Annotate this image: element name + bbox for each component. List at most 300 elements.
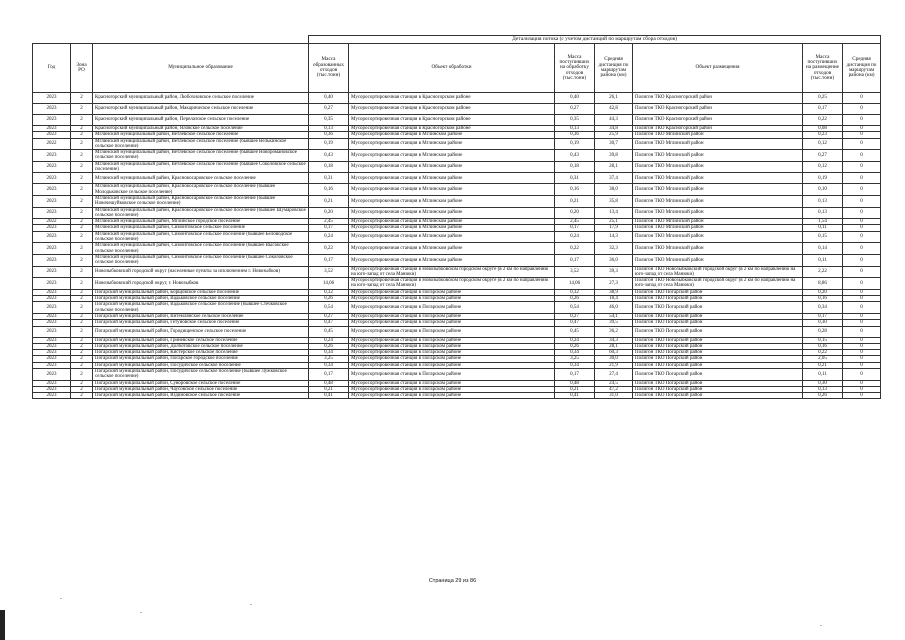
cell-disposal-distance: 0 xyxy=(843,386,881,392)
cell-processing-distance: 31,0 xyxy=(595,393,633,399)
cell-disposal-distance: 0 xyxy=(843,161,881,173)
cell-processing-facility: Мусоросортировочная станция в Погарском районе xyxy=(349,386,555,392)
cell-disposal-facility: Полигон ТКО Погарский район xyxy=(633,326,803,337)
cell-processed-mass: 0,24 xyxy=(555,337,595,343)
cell-zone: 2 xyxy=(71,386,93,392)
cell-disposal-facility: Полигон ТКО Мглинский район xyxy=(633,150,803,162)
cell-processing-facility: Мусоросортировочная станция в Новозыбковском городском округе (в 2 км по направлению на юго-запад от села Манюки) xyxy=(349,278,555,290)
cell-disposal-distance: 0 xyxy=(843,296,881,302)
cell-processing-facility: Мусоросортировочная станция в Погарском районе xyxy=(349,296,555,302)
cell-municipality: Мглинский муниципальный район, Симонтовское сельское поселение (бывшее Беловодское сельское поселение) xyxy=(93,231,309,243)
cell-processed-mass: 0,20 xyxy=(555,207,595,219)
cell-disposal-mass: 0,25 xyxy=(803,93,843,104)
cell-year: 2023 xyxy=(33,326,71,337)
table-row xyxy=(33,368,881,380)
cell-processing-distance: 34,8 xyxy=(595,126,633,132)
cell-year: 2023 xyxy=(33,231,71,243)
cell-processing-facility: Мусоросортировочная станция в Мглинском районе xyxy=(349,219,555,225)
cell-year: 2023 xyxy=(33,150,71,162)
table-row xyxy=(33,326,881,337)
cell-processing-distance: 32,3 xyxy=(595,243,633,255)
cell-disposal-mass: 0,30 xyxy=(803,380,843,386)
cell-disposal-facility: Полигон ТКО Погарский район xyxy=(633,362,803,368)
cell-disposal-facility: Полигон ТКО Погарский район xyxy=(633,302,803,314)
cell-disposal-facility: Полигон ТКО Мглинский район xyxy=(633,225,803,231)
table-row xyxy=(33,302,881,314)
cell-disposal-mass: 0,28 xyxy=(803,326,843,337)
cell-year: 2023 xyxy=(33,296,71,302)
cell-disposal-distance: 0 xyxy=(843,254,881,266)
cell-disposal-mass: 0,17 xyxy=(803,104,843,115)
cell-disposal-mass: 0,34 xyxy=(803,302,843,314)
cell-municipality: Погарский муниципальный район, Вадьковское сельское поселение (бывшее Стечковское сельское поселение) xyxy=(93,302,309,314)
cell-disposal-distance: 0 xyxy=(843,115,881,126)
cell-processing-facility: Мусоросортировочная станция в Погарском районе xyxy=(349,313,555,319)
cell-disposal-distance: 0 xyxy=(843,278,881,290)
cell-processing-facility: Мусоросортировочная станция в Мглинском районе xyxy=(349,173,555,184)
cell-year: 2023 xyxy=(33,173,71,184)
cell-municipality: Мглинский муниципальный район, Симонтовское сельское поселение (бывшее Соколовское сельское поселение) xyxy=(93,254,309,266)
cell-year: 2023 xyxy=(33,161,71,173)
cell-disposal-facility: Полигон ТКО Погарский район xyxy=(633,386,803,392)
cell-processed-mass: 0,22 xyxy=(555,243,595,255)
cell-processing-facility: Мусоросортировочная станция в Мглинском районе xyxy=(349,254,555,266)
table-row xyxy=(33,161,881,173)
cell-zone: 2 xyxy=(71,362,93,368)
cell-waste-mass: 0,21 xyxy=(309,195,349,207)
cell-zone: 2 xyxy=(71,195,93,207)
cell-year: 2023 xyxy=(33,115,71,126)
cell-waste-mass: 0,54 xyxy=(309,302,349,314)
cell-processing-distance: 25,1 xyxy=(595,219,633,225)
cell-year: 2022 xyxy=(33,219,71,225)
cell-year: 2023 xyxy=(33,320,71,326)
cell-zone: 2 xyxy=(71,184,93,196)
cell-waste-mass: 0,36 xyxy=(309,132,349,138)
cell-zone: 2 xyxy=(71,126,93,132)
cell-municipality: Погарский муниципальный район, Долботовское сельское поселение xyxy=(93,343,309,349)
cell-processing-distance: 36,0 xyxy=(595,254,633,266)
cell-disposal-mass: 2,22 xyxy=(803,266,843,278)
cell-year: 2023 xyxy=(33,243,71,255)
cell-waste-mass: 0,13 xyxy=(309,126,349,132)
cell-municipality: Погарский муниципальный район, Гетуновское сельское поселение xyxy=(93,320,309,326)
cell-zone: 2 xyxy=(71,368,93,380)
cell-disposal-mass: 0,08 xyxy=(803,126,843,132)
cell-processed-mass: 0,26 xyxy=(555,343,595,349)
cell-municipality: Погарский муниципальный район, Суворовское сельское поселение xyxy=(93,380,309,386)
cell-disposal-mass: 1,54 xyxy=(803,219,843,225)
cell-disposal-distance: 0 xyxy=(843,173,881,184)
table-row xyxy=(33,393,881,399)
cell-year: 2023 xyxy=(33,132,71,138)
cell-processed-mass: 0,36 xyxy=(555,132,595,138)
cell-processing-distance: 47,2 xyxy=(595,386,633,392)
cell-waste-mass: 3,25 xyxy=(309,356,349,362)
cell-waste-mass: 0,34 xyxy=(309,350,349,356)
cell-disposal-distance: 0 xyxy=(843,184,881,196)
cell-zone: 2 xyxy=(71,356,93,362)
cell-disposal-facility: Полигон ТКО Мглинский район xyxy=(633,219,803,225)
cell-processing-facility: Мусоросортировочная станция в Новозыбковском городском округе (в 2 км по направлению на юго-запад от села Манюки) xyxy=(349,266,555,278)
cell-disposal-mass: 0,16 xyxy=(803,343,843,349)
cell-processing-facility: Мусоросортировочная станция в Мглинском районе xyxy=(349,231,555,243)
cell-waste-mass: 2,45 xyxy=(309,219,349,225)
table-row xyxy=(33,138,881,150)
cell-disposal-distance: 0 xyxy=(843,289,881,295)
cell-processing-distance: 24,5 xyxy=(595,380,633,386)
cell-year: 2023 xyxy=(33,195,71,207)
cell-processing-facility: Мусоросортировочная станция в Мглинском районе xyxy=(349,132,555,138)
header-disposal-mass: Масса поступивших на размещение отходов (тыс.тонн) xyxy=(803,44,843,93)
cell-year: 2023 xyxy=(33,184,71,196)
cell-municipality: Погарский муниципальный район, Погарское городское поселение xyxy=(93,356,309,362)
cell-municipality: Красногорский муниципальный район, Перелазское сельское поселение xyxy=(93,115,309,126)
table-header-row xyxy=(33,44,881,93)
table-row xyxy=(33,243,881,255)
cell-processing-distance: 17,9 xyxy=(595,225,633,231)
cell-municipality: Погарский муниципальный район, Кистерское сельское поселение xyxy=(93,350,309,356)
cell-year: 2023 xyxy=(33,313,71,319)
cell-municipality: Погарский муниципальный район, Посудичское сельское поселение (бывшее Лужковское сельское поселение) xyxy=(93,368,309,380)
cell-zone: 2 xyxy=(71,104,93,115)
cell-disposal-distance: 0 xyxy=(843,320,881,326)
cell-disposal-mass: 0,13 xyxy=(803,386,843,392)
cell-zone: 2 xyxy=(71,313,93,319)
cell-disposal-facility: Полигон ТКО Погарский район xyxy=(633,356,803,362)
cell-year: 2023 xyxy=(33,104,71,115)
cell-disposal-facility: Полигон ТКО Мглинский район xyxy=(633,138,803,150)
cell-disposal-facility: Полигон ТКО Погарский район xyxy=(633,289,803,295)
cell-waste-mass: 0,35 xyxy=(309,115,349,126)
cell-municipality: Погарский муниципальный район, Городищенское сельское поселение xyxy=(93,326,309,337)
cell-year: 2023 xyxy=(33,254,71,266)
cell-disposal-distance: 0 xyxy=(843,126,881,132)
table-row xyxy=(33,254,881,266)
cell-processing-facility: Мусоросортировочная станция в Красногорском районе xyxy=(349,126,555,132)
cell-waste-mass: 0,24 xyxy=(309,337,349,343)
cell-year: 2023 xyxy=(33,266,71,278)
cell-processing-distance: 38,0 xyxy=(595,184,633,196)
cell-waste-mass: 0,27 xyxy=(309,313,349,319)
cell-processed-mass: 14,06 xyxy=(555,278,595,290)
cell-waste-mass: 0,21 xyxy=(309,386,349,392)
table-row xyxy=(33,266,881,278)
cell-disposal-facility: Полигон ТКО Мглинский район xyxy=(633,207,803,219)
cell-disposal-distance: 0 xyxy=(843,313,881,319)
scan-speck xyxy=(820,625,822,626)
cell-disposal-facility: Полигон ТКО Красногорский район xyxy=(633,126,803,132)
cell-disposal-facility: Полигон ТКО Красногорский район xyxy=(633,93,803,104)
cell-municipality: Новозыбковский городской округ, г. Новозыбков xyxy=(93,278,309,290)
cell-processing-facility: Мусоросортировочная станция в Мглинском районе xyxy=(349,243,555,255)
document-sheet xyxy=(32,35,880,399)
table-row xyxy=(33,104,881,115)
cell-disposal-facility: Полигон ТКО Мглинский район xyxy=(633,184,803,196)
cell-disposal-distance: 0 xyxy=(843,343,881,349)
cell-processed-mass: 0,32 xyxy=(555,289,595,295)
cell-municipality: Мглинский муниципальный район, Ветлевское сельское поселение (бывшее Новоромановское сельское поселение) xyxy=(93,150,309,162)
cell-disposal-distance: 0 xyxy=(843,150,881,162)
cell-zone: 2 xyxy=(71,219,93,225)
table-row xyxy=(33,195,881,207)
cell-processed-mass: 0,26 xyxy=(555,296,595,302)
cell-year: 2023 xyxy=(33,93,71,104)
cell-disposal-distance: 0 xyxy=(843,380,881,386)
cell-processing-facility: Мусоросортировочная станция в Погарском районе xyxy=(349,362,555,368)
cell-waste-mass: 0,17 xyxy=(309,368,349,380)
cell-disposal-distance: 0 xyxy=(843,362,881,368)
cell-processed-mass: 0,41 xyxy=(555,393,595,399)
cell-municipality: Погарский муниципальный район, Чаусовское сельское поселение xyxy=(93,386,309,392)
cell-disposal-distance: 0 xyxy=(843,231,881,243)
cell-processing-distance: 30,7 xyxy=(595,138,633,150)
cell-disposal-facility: Полигон ТКО Мглинский район xyxy=(633,243,803,255)
cell-disposal-distance: 0 xyxy=(843,266,881,278)
header-disposal-distance: Средняя дистанция по маршрутам района (км) xyxy=(843,44,881,93)
cell-zone: 2 xyxy=(71,343,93,349)
cell-year: 2023 xyxy=(33,302,71,314)
header-zone: Зона РО xyxy=(71,44,93,93)
cell-disposal-facility: Полигон ТКО Мглинский район xyxy=(633,132,803,138)
cell-waste-mass: 0,27 xyxy=(309,104,349,115)
cell-processing-facility: Мусоросортировочная станция в Погарском районе xyxy=(349,289,555,295)
cell-processing-distance: 28,1 xyxy=(595,161,633,173)
cell-processed-mass: 0,16 xyxy=(555,184,595,196)
cell-zone: 2 xyxy=(71,337,93,343)
table-row xyxy=(33,93,881,104)
cell-disposal-mass: 0,11 xyxy=(803,254,843,266)
cell-disposal-facility: Полигон ТКО Мглинский район xyxy=(633,161,803,173)
cell-municipality: Погарский муниципальный район, Вадьковское сельское поселение xyxy=(93,296,309,302)
cell-zone: 2 xyxy=(71,393,93,399)
cell-processing-distance: 25,9 xyxy=(595,132,633,138)
cell-year: 2023 xyxy=(33,368,71,380)
cell-disposal-mass: 0,27 xyxy=(803,150,843,162)
cell-processing-distance: 37,4 xyxy=(595,173,633,184)
cell-disposal-facility: Полигон ТКО Погарский район xyxy=(633,320,803,326)
cell-waste-mass: 0,24 xyxy=(309,231,349,243)
cell-processing-distance: 54,1 xyxy=(595,313,633,319)
cell-disposal-facility: Полигон ТКО Мглинский район xyxy=(633,173,803,184)
cell-disposal-mass: 0,21 xyxy=(803,362,843,368)
cell-municipality: Мглинский муниципальный район, Краснокосаровское сельское поселение xyxy=(93,173,309,184)
cell-processing-facility: Мусоросортировочная станция в Мглинском районе xyxy=(349,161,555,173)
cell-year: 2023 xyxy=(33,337,71,343)
cell-processing-distance: 39,3 xyxy=(595,266,633,278)
cell-disposal-distance: 0 xyxy=(843,93,881,104)
cell-disposal-facility: Полигон ТКО Красногорский район xyxy=(633,115,803,126)
header-processing-facility: Объект обработки xyxy=(349,44,555,93)
cell-municipality: Мглинский муниципальный район, Краснокосаровское сельское поселение (бывшее Шумаровское сельское поселение) xyxy=(93,207,309,219)
header-year: Год xyxy=(33,44,71,93)
cell-disposal-mass: 0,17 xyxy=(803,313,843,319)
cell-disposal-mass: 0,22 xyxy=(803,350,843,356)
cell-municipality: Мглинский муниципальный район, Ветлевское сельское поселение xyxy=(93,132,309,138)
cell-zone: 2 xyxy=(71,302,93,314)
cell-municipality: Красногорский муниципальный район, Макарическое сельское поселение xyxy=(93,104,309,115)
cell-waste-mass: 0,31 xyxy=(309,173,349,184)
cell-zone: 2 xyxy=(71,93,93,104)
cell-processed-mass: 0,45 xyxy=(555,326,595,337)
cell-zone: 2 xyxy=(71,320,93,326)
cell-processing-distance: 60,3 xyxy=(595,350,633,356)
header-processing-distance: Средняя дистанция по маршрутам района (км) xyxy=(595,44,633,93)
cell-disposal-distance: 0 xyxy=(843,195,881,207)
waste-flow-table xyxy=(32,35,881,399)
cell-processed-mass: 2,45 xyxy=(555,219,595,225)
cell-municipality: Красногорский муниципальный район, Любохновское сельское поселение xyxy=(93,93,309,104)
table-row xyxy=(33,231,881,243)
cell-processing-distance: 18,4 xyxy=(595,296,633,302)
cell-processed-mass: 0,40 xyxy=(555,93,595,104)
cell-processing-distance: 35,8 xyxy=(595,195,633,207)
cell-disposal-facility: Полигон ТКО Новозыбковский городской округ (в 2 км по направлению на юго-запад от села Манюки) xyxy=(633,266,803,278)
cell-waste-mass: 3,52 xyxy=(309,266,349,278)
cell-zone: 2 xyxy=(71,326,93,337)
cell-disposal-mass: 0,16 xyxy=(803,296,843,302)
cell-disposal-facility: Полигон ТКО Мглинский район xyxy=(633,195,803,207)
cell-disposal-distance: 0 xyxy=(843,350,881,356)
cell-disposal-mass: 0,12 xyxy=(803,161,843,173)
cell-disposal-distance: 0 xyxy=(843,104,881,115)
cell-zone: 2 xyxy=(71,254,93,266)
cell-waste-mass: 0,45 xyxy=(309,326,349,337)
cell-disposal-mass: 0,13 xyxy=(803,195,843,207)
cell-municipality: Мглинский муниципальный район, Краснокосаровское сельское поселение (бывшее Молодьковское сельское поселение) xyxy=(93,184,309,196)
cell-disposal-distance: 0 xyxy=(843,356,881,362)
cell-processed-mass: 0,35 xyxy=(555,115,595,126)
cell-processing-facility: Мусоросортировочная станция в Красногорском районе xyxy=(349,93,555,104)
cell-waste-mass: 0,19 xyxy=(309,138,349,150)
cell-municipality: Мглинский муниципальный район, Симонтовское сельское поселение xyxy=(93,225,309,231)
cell-waste-mass: 0,32 xyxy=(309,289,349,295)
cell-processing-distance: 44,3 xyxy=(595,115,633,126)
cell-processed-mass: 3,52 xyxy=(555,266,595,278)
cell-zone: 2 xyxy=(71,173,93,184)
cell-processing-facility: Мусоросортировочная станция в Мглинском районе xyxy=(349,150,555,162)
cell-municipality: Погарский муниципальный район, Юдиновское сельское поселение xyxy=(93,393,309,399)
cell-disposal-mass: 0,11 xyxy=(803,368,843,380)
cell-municipality: Мглинский муниципальный район, Симонтовское сельское поселение (бывшее Высокское сельское поселение) xyxy=(93,243,309,255)
cell-processing-facility: Мусоросортировочная станция в Погарском районе xyxy=(349,302,555,314)
cell-disposal-distance: 0 xyxy=(843,393,881,399)
page-number: Страница 29 из 86 xyxy=(428,578,477,584)
cell-disposal-facility: Полигон ТКО Погарский район xyxy=(633,350,803,356)
cell-processing-facility: Мусоросортировочная станция в Погарском районе xyxy=(349,343,555,349)
cell-waste-mass: 0,26 xyxy=(309,343,349,349)
cell-processing-facility: Мусоросортировочная станция в Красногорском районе xyxy=(349,104,555,115)
cell-processed-mass: 0,31 xyxy=(555,173,595,184)
table-row xyxy=(33,207,881,219)
cell-year: 2023 xyxy=(33,362,71,368)
cell-processing-distance: 36,2 xyxy=(595,326,633,337)
cell-processed-mass: 0,48 xyxy=(555,380,595,386)
cell-waste-mass: 0,41 xyxy=(309,393,349,399)
cell-year: 2023 xyxy=(33,289,71,295)
cell-disposal-distance: 0 xyxy=(843,132,881,138)
cell-zone: 2 xyxy=(71,138,93,150)
cell-disposal-mass: 0,12 xyxy=(803,138,843,150)
cell-municipality: Мглинский муниципальный район, Ветлевское сельское поселение (бывшее Соколовское сельское поселение) xyxy=(93,161,309,173)
cell-municipality: Погарский муниципальный район, Гриневское сельское поселение xyxy=(93,337,309,343)
cell-processing-distance: 28,1 xyxy=(595,343,633,349)
cell-processing-facility: Мусоросортировочная станция в Мглинском районе xyxy=(349,138,555,150)
cell-waste-mass: 0,34 xyxy=(309,362,349,368)
cell-zone: 2 xyxy=(71,161,93,173)
cell-processed-mass: 0,19 xyxy=(555,138,595,150)
cell-municipality: Погарский муниципальный район, Борщовское сельское поселение xyxy=(93,289,309,295)
cell-disposal-distance: 0 xyxy=(843,138,881,150)
cell-disposal-distance: 0 xyxy=(843,337,881,343)
cell-waste-mass: 0,40 xyxy=(309,93,349,104)
header-waste-mass: Масса образованных отходов (тыс.тонн) xyxy=(309,44,349,93)
cell-year: 2023 xyxy=(33,380,71,386)
cell-waste-mass: 0,20 xyxy=(309,207,349,219)
cell-zone: 2 xyxy=(71,150,93,162)
cell-zone: 2 xyxy=(71,350,93,356)
cell-municipality: Мглинский муниципальный район, Мглинское городское поселение xyxy=(93,219,309,225)
cell-processed-mass: 0,13 xyxy=(555,126,595,132)
cell-processing-facility: Мусоросортировочная станция в Погарском районе xyxy=(349,356,555,362)
table-row xyxy=(33,115,881,126)
cell-disposal-facility: Полигон ТКО Погарский район xyxy=(633,313,803,319)
cell-processed-mass: 0,47 xyxy=(555,320,595,326)
cell-disposal-distance: 0 xyxy=(843,326,881,337)
cell-processing-facility: Мусоросортировочная станция в Погарском районе xyxy=(349,380,555,386)
header-municipality: Муниципальное образование xyxy=(93,44,309,93)
cell-processing-facility: Мусоросортировочная станция в Мглинском районе xyxy=(349,225,555,231)
cell-disposal-mass: 0,15 xyxy=(803,337,843,343)
cell-disposal-distance: 0 xyxy=(843,225,881,231)
cell-disposal-facility: Полигон ТКО Новозыбковский городской округ (в 2 км по направлению на юго-запад от села Манюки) xyxy=(633,278,803,290)
cell-zone: 2 xyxy=(71,380,93,386)
cell-disposal-facility: Полигон ТКО Погарский район xyxy=(633,343,803,349)
cell-processing-distance: 30,0 xyxy=(595,356,633,362)
cell-processing-facility: Мусоросортировочная станция в Красногорском районе xyxy=(349,115,555,126)
scan-speck xyxy=(60,598,62,599)
cell-municipality: Погарский муниципальный район, Посудичское сельское поселение xyxy=(93,362,309,368)
cell-zone: 2 xyxy=(71,266,93,278)
cell-processing-facility: Мусоросортировочная станция в Погарском районе xyxy=(349,326,555,337)
cell-disposal-distance: 0 xyxy=(843,219,881,225)
cell-disposal-facility: Полигон ТКО Мглинский район xyxy=(633,254,803,266)
cell-disposal-mass: 0,10 xyxy=(803,184,843,196)
cell-processed-mass: 0,24 xyxy=(555,231,595,243)
cell-disposal-mass: 0,13 xyxy=(803,207,843,219)
cell-year: 2023 xyxy=(33,393,71,399)
cell-municipality: Мглинский муниципальный район, Краснокосаровское сельское поселение (бывшее Новочешуйковское сельское поселение) xyxy=(93,195,309,207)
cell-zone: 2 xyxy=(71,207,93,219)
cell-disposal-mass: 0,22 xyxy=(803,115,843,126)
cell-municipality: Новозыбковский городской округ (населенные пункты за исключением г. Новозыбков) xyxy=(93,266,309,278)
cell-processing-facility: Мусоросортировочная станция в Погарском районе xyxy=(349,320,555,326)
cell-processed-mass: 0,17 xyxy=(555,225,595,231)
cell-processed-mass: 0,21 xyxy=(555,195,595,207)
cell-processing-facility: Мусоросортировочная станция в Погарском районе xyxy=(349,368,555,380)
cell-processing-facility: Мусоросортировочная станция в Мглинском районе xyxy=(349,184,555,196)
header-processed-mass: Масса поступивших на обработку отходов (тыс.тонн) xyxy=(555,44,595,93)
cell-disposal-facility: Полигон ТКО Погарский район xyxy=(633,393,803,399)
scan-speck xyxy=(250,604,252,605)
cell-zone: 2 xyxy=(71,296,93,302)
cell-disposal-mass: 0,14 xyxy=(803,243,843,255)
cell-waste-mass: 14,06 xyxy=(309,278,349,290)
cell-disposal-distance: 0 xyxy=(843,243,881,255)
cell-processed-mass: 0,34 xyxy=(555,350,595,356)
cell-disposal-mass: 0,20 xyxy=(803,289,843,295)
cell-processing-distance: 46,0 xyxy=(595,302,633,314)
